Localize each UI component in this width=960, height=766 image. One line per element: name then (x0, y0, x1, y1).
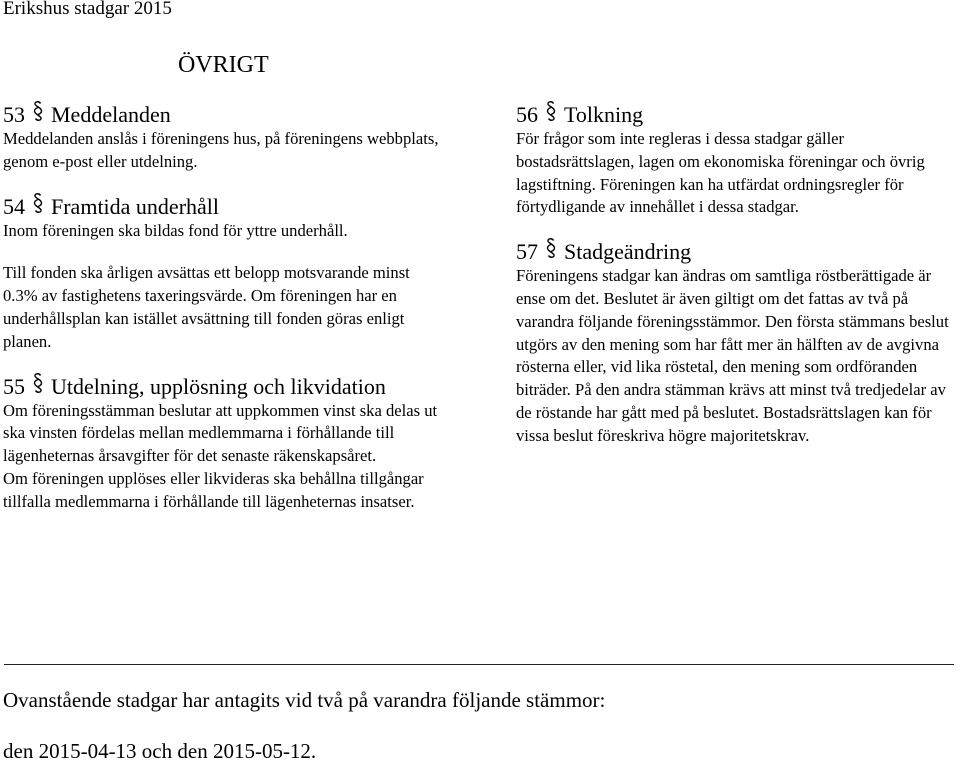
article-text: Om föreningsstämman beslutar att uppkommen vinst ska delas ut ska vinsten fördelas mellan medlemmarna i förhållande till lägenheternas årsavgifter för det senaste räkenskapsåret. (3, 400, 438, 466)
article-heading (3, 372, 443, 400)
section-sign-icon (31, 192, 45, 214)
article-heading (516, 237, 960, 265)
section-title: ÖVRIGT (178, 52, 269, 78)
article-text: Till fonden ska årligen avsättas ett belopp motsvarande minst 0.3% av fastighetens taxeringsvärde. Om föreningen har en underhållsplan kan istället avsättning till fonden göras enligt planen. (3, 263, 410, 351)
article-text: För frågor som inte regleras i dessa stadgar gäller bostadsrättslagen, lagen om ekonomiska föreningar och övrig lagstiftning. Föreningen kan ha utfärdat ordningsregler för förtydligande av innehållet i dessa stadgar. (516, 129, 925, 217)
article-55 (3, 372, 443, 514)
signature-line (4, 664, 954, 665)
article-title: Framtida underhåll (51, 193, 220, 219)
article-text: Meddelanden anslås i föreningens hus, på föreningens webbplats, genom e-post eller utdelning. (3, 129, 439, 171)
article-heading (3, 192, 443, 220)
left-column (3, 100, 443, 532)
article-number: 54 (3, 193, 25, 219)
article-number: 56 (516, 102, 538, 127)
article-heading (516, 100, 960, 128)
adoption-statement: Ovanstående stadgar har antagits vid två på varandra följande stämmor: (3, 688, 606, 712)
article-57 (516, 237, 960, 447)
article-number: 57 (516, 239, 538, 265)
article-56 (516, 100, 960, 219)
article-heading (3, 100, 443, 128)
document-header: Erikshus stadgar 2015 (3, 0, 172, 19)
right-column (516, 100, 960, 466)
article-text: Om föreningen upplöses eller likvideras ska behållna tillgångar tillfalla medlemmarna i förhållande till lägenheternas insatser. (3, 468, 424, 511)
section-sign-icon (544, 237, 558, 259)
article-text: Inom föreningen ska bildas fond för yttre underhåll. (3, 220, 348, 240)
article-title: Stadgeändring (564, 239, 692, 265)
section-sign-icon (31, 100, 45, 122)
article-title: Utdelning, upplösning och likvidation (51, 373, 386, 399)
section-sign-icon (31, 372, 45, 394)
article-number: 55 (3, 373, 25, 399)
article-54 (3, 192, 443, 354)
article-number: 53 (3, 102, 25, 127)
article-text: Föreningens stadgar kan ändras om samtliga röstberättigade är ense om det. Beslutet är även giltigt om det fattas av två på varandra följande föreningsstämmor. Den första stämmans beslut utgörs av den mening som har fått mer än hälften av de avgivna rösterna eller, vid lika röstetal, den mening som ordföranden biträder. På den andra stämman krävs att minst två tredjedelar av de röstande har gått med på beslutet. Bostadsrättslagen kan för vissa beslut föreskriva högre majoritetskrav. (516, 266, 949, 445)
article-title: Meddelanden (51, 102, 171, 127)
article-53 (3, 100, 443, 174)
article-title: Tolkning (564, 102, 644, 127)
adoption-dates: den 2015-04-13 och den 2015-05-12. (3, 739, 317, 763)
section-sign-icon (544, 100, 558, 122)
